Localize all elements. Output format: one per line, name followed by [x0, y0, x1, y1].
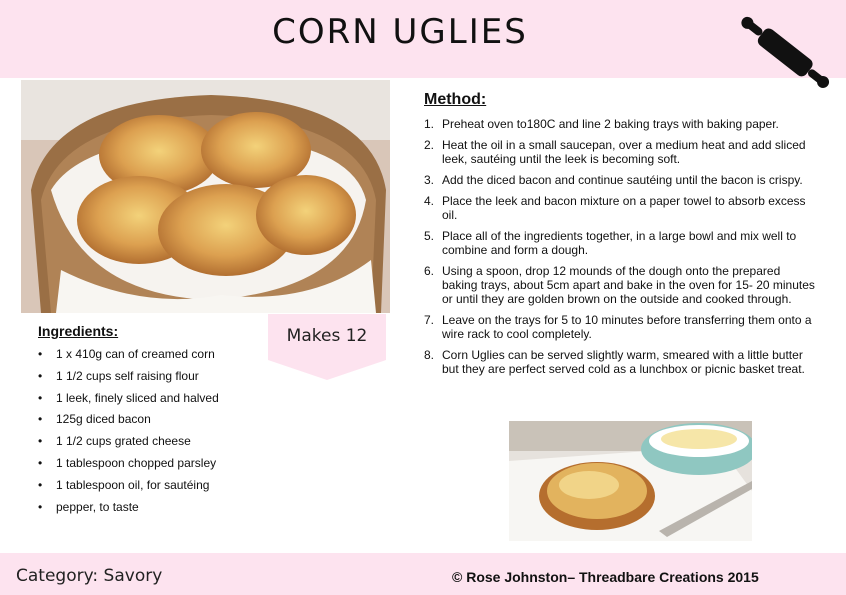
- step-number: 8.: [424, 348, 435, 362]
- corn-uglie-plate-photo: [509, 421, 752, 541]
- step-number: 7.: [424, 313, 435, 327]
- ingredient-item: • 1 leek, finely sliced and halved: [38, 390, 219, 412]
- ingredient-item: • 1 1/2 cups grated cheese: [38, 433, 219, 455]
- method-step: [424, 173, 816, 187]
- method-step: [424, 348, 816, 376]
- method-heading: Method:: [424, 91, 487, 108]
- step-number: 6.: [424, 264, 435, 278]
- ingredient-item: • pepper, to taste: [38, 499, 219, 521]
- ingredient-item: • 1 tablespoon chopped parsley: [38, 455, 219, 477]
- step-text: Leave on the trays for 5 to 10 minutes before transferring them onto a wire rack to cool completely.: [442, 313, 812, 341]
- ingredient-item: • 1 tablespoon oil, for sautéing: [38, 477, 219, 499]
- ingredients-heading: Ingredients:: [38, 323, 119, 339]
- category-label: Category: Savory: [16, 566, 163, 586]
- yield-banner: [268, 314, 386, 380]
- step-number: 2.: [424, 138, 435, 152]
- step-text: Using a spoon, drop 12 mounds of the dough onto the prepared baking trays, about 5cm apart and bake in the oven for 15- 20 minutes or until they are golden brown on the outside and cooked through.: [442, 264, 815, 306]
- yield-label: Makes 12: [286, 326, 368, 346]
- step-text: Heat the oil in a small saucepan, over a medium heat and add sliced leek, sautéing until the leek is becoming soft.: [442, 138, 806, 166]
- step-number: 3.: [424, 173, 435, 187]
- method-step: [424, 229, 816, 257]
- ingredient-item: • 1 1/2 cups self raising flour: [38, 368, 219, 390]
- step-text: Place all of the ingredients together, in a large bowl and mix well to combine and form a dough.: [442, 229, 797, 257]
- ingredients-list: [38, 346, 219, 520]
- recipe-title: CORN UGLIES: [272, 12, 528, 52]
- method-steps: [424, 117, 816, 383]
- step-number: 1.: [424, 117, 435, 131]
- method-step: [424, 194, 816, 222]
- copyright-text: © Rose Johnston– Threadbare Creations 2015: [452, 569, 759, 585]
- ingredient-item: • 1 x 410g can of creamed corn: [38, 346, 219, 368]
- rolling-pin-icon: [728, 0, 840, 108]
- step-text: Preheat oven to180C and line 2 baking trays with baking paper.: [442, 117, 779, 131]
- step-text: Add the diced bacon and continue sautéing until the bacon is crispy.: [442, 173, 803, 187]
- method-step: [424, 264, 816, 306]
- step-number: 4.: [424, 194, 435, 208]
- step-text: Corn Uglies can be served slightly warm, smeared with a little butter but they are perfect served cold as a lunchbox or picnic basket treat.: [442, 348, 805, 376]
- corn-uglies-basket-photo: [21, 80, 390, 313]
- method-step: [424, 138, 816, 166]
- method-step: [424, 313, 816, 341]
- method-step: [424, 117, 816, 131]
- ingredient-item: • 125g diced bacon: [38, 411, 219, 433]
- step-text: Place the leek and bacon mixture on a paper towel to absorb excess oil.: [442, 194, 806, 222]
- step-number: 5.: [424, 229, 435, 243]
